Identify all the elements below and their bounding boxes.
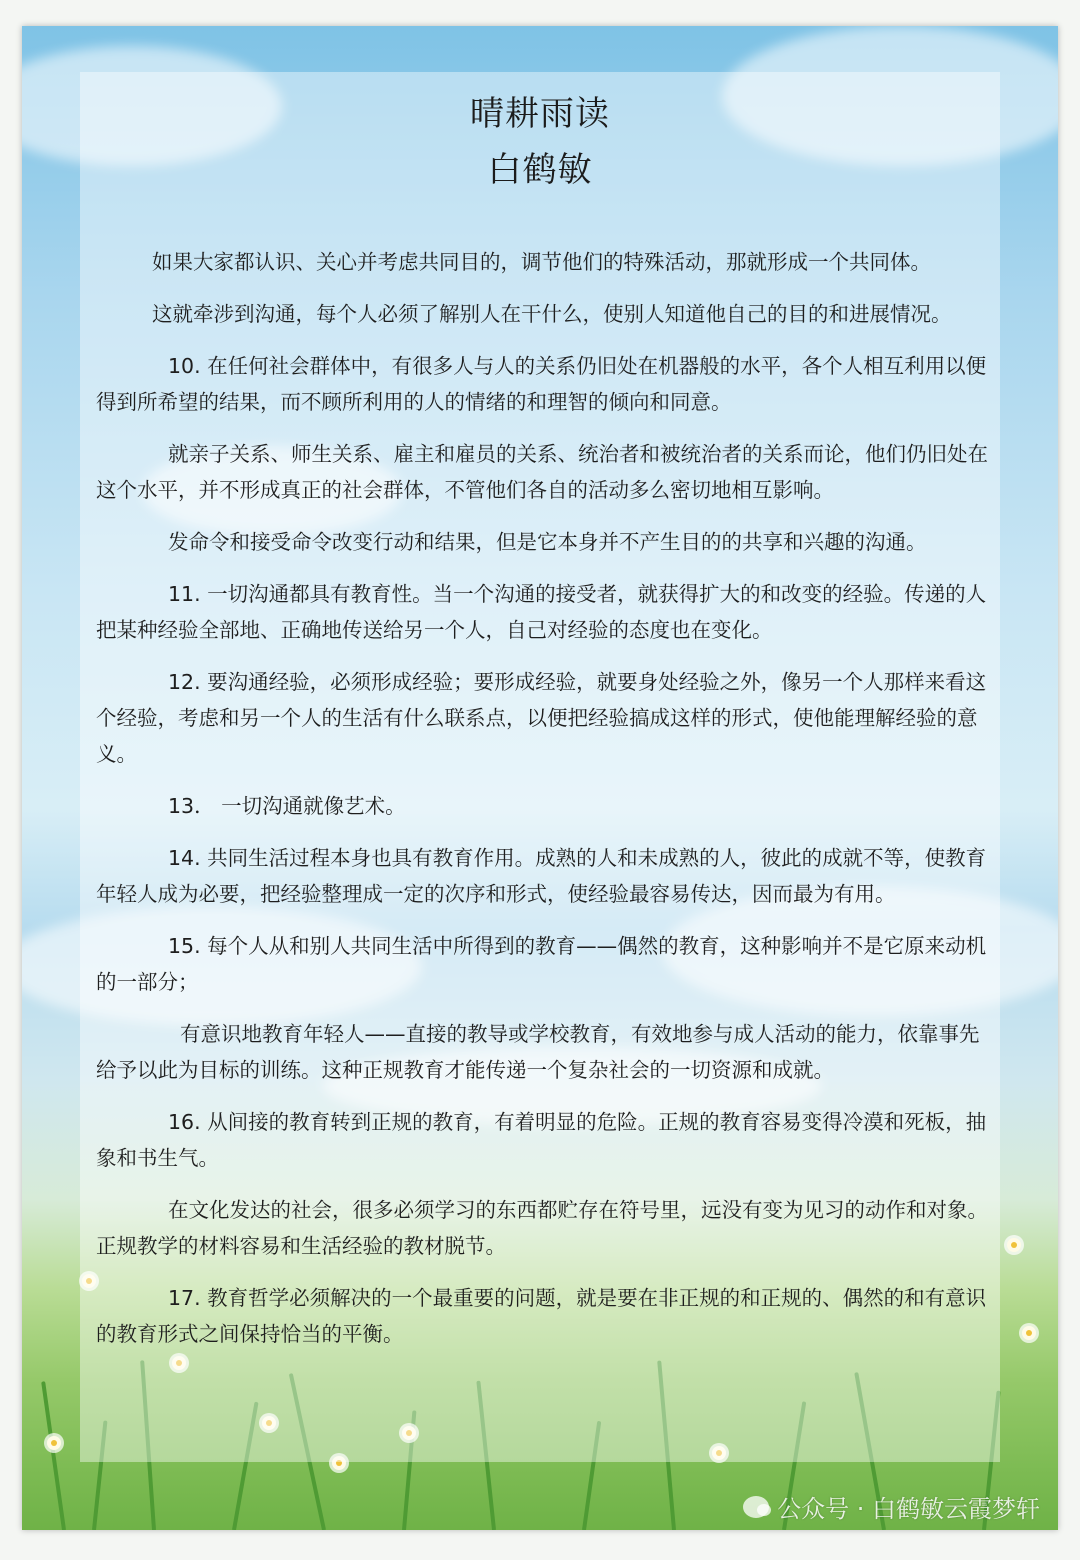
- paragraph: 有意识地教育年轻人——直接的教导或学校教育，有效地参与成人活动的能力，依靠事先给予以此为目标的训练。这种正规教育才能传递一个复杂社会的一切资源和成就。: [96, 1022, 980, 1082]
- grass-blade: [41, 1381, 66, 1530]
- watermark: [743, 1489, 1040, 1524]
- paragraph: 就亲子关系、师生关系、雇主和雇员的关系、统治者和被统治者的关系而论，他们仍旧处在这个水平，并不形成真正的社会群体，不管他们各自的活动多么密切地相互影响。: [96, 442, 988, 502]
- flower: [47, 1436, 61, 1450]
- article-body: [96, 244, 988, 1368]
- paragraph: 在文化发达的社会，很多必须学习的东西都贮存在符号里，远没有变为见习的动作和对象。正规教学的材料容易和生活经验的教材脱节。: [96, 1198, 988, 1258]
- paragraph: 11. 一切沟通都具有教育性。当一个沟通的接受者，就获得扩大的和改变的经验。传递的人把某种经验全部地、正确地传送给另一个人，自己对经验的态度也在变化。: [96, 582, 987, 642]
- watermark-label: 公众号 · 白鹤敏云霞梦轩: [777, 1495, 1040, 1523]
- page-title: 晴耕雨读: [470, 94, 610, 134]
- author-name: 白鹤敏: [487, 150, 593, 190]
- paragraph: 15. 每个人从和别人共同生活中所得到的教育——偶然的教育，这种影响并不是它原来动机的一部分；: [96, 934, 987, 994]
- paragraph: 14. 共同生活过程本身也具有教育作用。成熟的人和未成熟的人，彼此的成就不等，使教育年轻人成为必要，把经验整理成一定的次序和形式，使经验最容易传达，因而最为有用。: [96, 846, 987, 906]
- paragraph: 如果大家都认识、关心并考虑共同目的，调节他们的特殊活动，那就形成一个共同体。: [152, 250, 931, 274]
- flower: [1022, 1326, 1036, 1340]
- paragraph: 12. 要沟通经验，必须形成经验；要形成经验，就要身处经验之外，像另一个人那样来看这个经验，考虑和另一个人的生活有什么联系点，以便把经验搞成这样的形式，使他能理解经验的意义。: [96, 670, 987, 766]
- flower: [1007, 1238, 1021, 1252]
- paragraph: 16. 从间接的教育转到正规的教育，有着明显的危险。正规的教育容易变得冷漠和死板，抽象和书生气。: [96, 1110, 987, 1170]
- paragraph: 17. 教育哲学必须解决的一个最重要的问题，就是要在非正规的和正规的、偶然的和有意识的教育形式之间保持恰当的平衡。: [96, 1286, 987, 1346]
- paragraph: 发命令和接受命令改变行动和结果，但是它本身并不产生目的的共享和兴趣的沟通。: [168, 530, 927, 554]
- paragraph: 13． 一切沟通就像艺术。: [168, 794, 406, 818]
- paragraph: 10. 在任何社会群体中，有很多人与人的关系仍旧处在机器般的水平，各个人相互利用以便得到所希望的结果，而不顾所利用的人的情绪的和理智的倾向和同意。: [96, 354, 987, 414]
- wechat-icon: [743, 1496, 769, 1518]
- paragraph: 这就牵涉到沟通，每个人必须了解别人在干什么，使别人知道他自己的目的和进展情况。: [152, 302, 952, 326]
